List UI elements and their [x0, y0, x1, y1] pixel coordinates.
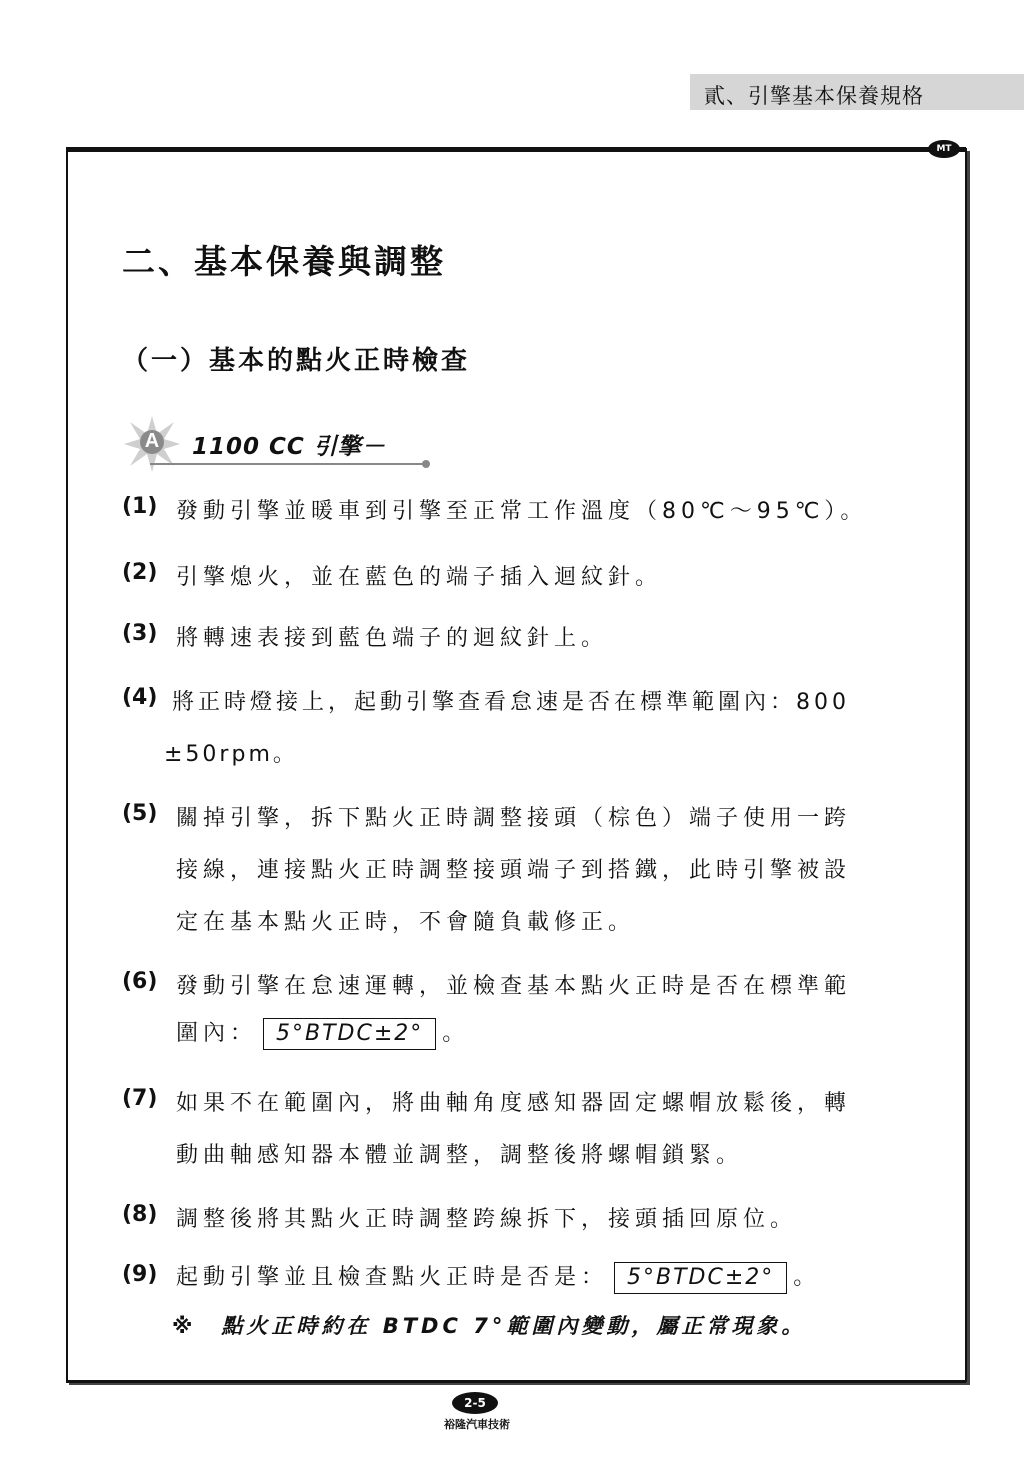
engine-label: 1100 CC 引擎－ — [192, 434, 386, 460]
step-number: (4) — [122, 685, 158, 710]
step-text-prefix: 圍內： — [176, 1021, 258, 1046]
step-number: (3) — [122, 621, 158, 646]
spec-box: 5°BTDC±2° — [263, 1018, 436, 1050]
engine-underline-dot — [422, 460, 430, 468]
step-number: (7) — [122, 1086, 158, 1111]
publisher-label: 裕隆汽車技術 — [444, 1418, 510, 1431]
step-text-continued — [176, 1016, 469, 1050]
step-text — [176, 1260, 820, 1294]
step-number: (1) — [122, 494, 158, 519]
page-number: 2-5 — [452, 1392, 498, 1414]
step-text-continued: 動曲軸感知器本體並調整，調整後將螺帽鎖緊。 — [176, 1143, 744, 1168]
section-title: 二、基本保養與調整 — [122, 242, 446, 281]
step-number: (6) — [122, 969, 158, 994]
step-text: 將正時燈接上，起動引擎查看怠速是否在標準範圍內：800 — [172, 690, 850, 715]
badge-letter: A — [144, 430, 160, 452]
engine-badge — [122, 414, 182, 474]
chapter-title: 貳、引擎基本保養規格 — [704, 84, 924, 108]
step-text: 將轉速表接到藍色端子的迴紋針上。 — [176, 626, 609, 651]
step-text-prefix: 起動引擎並且檢查點火正時是否是： — [176, 1265, 609, 1290]
step-text-continued: 接線，連接點火正時調整接頭端子到搭鐵，此時引擎被設 — [176, 858, 852, 883]
step-text: 發動引擎在怠速運轉，並檢查基本點火正時是否在標準範 — [176, 974, 852, 999]
step-number: (5) — [122, 801, 158, 826]
frame-top-rule — [66, 147, 966, 152]
subsection-title: （一）基本的點火正時檢查 — [122, 346, 471, 376]
step-number: (2) — [122, 560, 158, 585]
step-text: 引擎熄火，並在藍色的端子插入迴紋針。 — [176, 565, 663, 590]
step-text-continued: ±50rpm。 — [164, 742, 298, 767]
step-text: 調整後將其點火正時調整跨線拆下，接頭插回原位。 — [176, 1207, 798, 1232]
bottom-rule — [66, 1380, 966, 1383]
engine-underline — [150, 463, 426, 465]
step-text: 發動引擎並暖車到引擎至正常工作溫度（80℃～95℃）。 — [176, 499, 868, 524]
corner-logo-badge: MT — [928, 140, 960, 158]
step-text: 關掉引擎，拆下點火正時調整接頭（棕色）端子使用一跨 — [176, 806, 852, 831]
step-text: 如果不在範圍內，將曲軸角度感知器固定螺帽放鬆後，轉 — [176, 1091, 852, 1116]
step-text-continued: 定在基本點火正時，不會隨負載修正。 — [176, 910, 636, 935]
step-text-suffix: 。 — [793, 1265, 821, 1290]
step-number: (9) — [122, 1262, 158, 1287]
step-text-suffix: 。 — [442, 1021, 470, 1046]
spec-box: 5°BTDC±2° — [614, 1262, 787, 1294]
note-text: ※ 點火正時約在 BTDC 7°範圍內變動，屬正常現象。 — [172, 1314, 807, 1338]
step-number: (8) — [122, 1202, 158, 1227]
